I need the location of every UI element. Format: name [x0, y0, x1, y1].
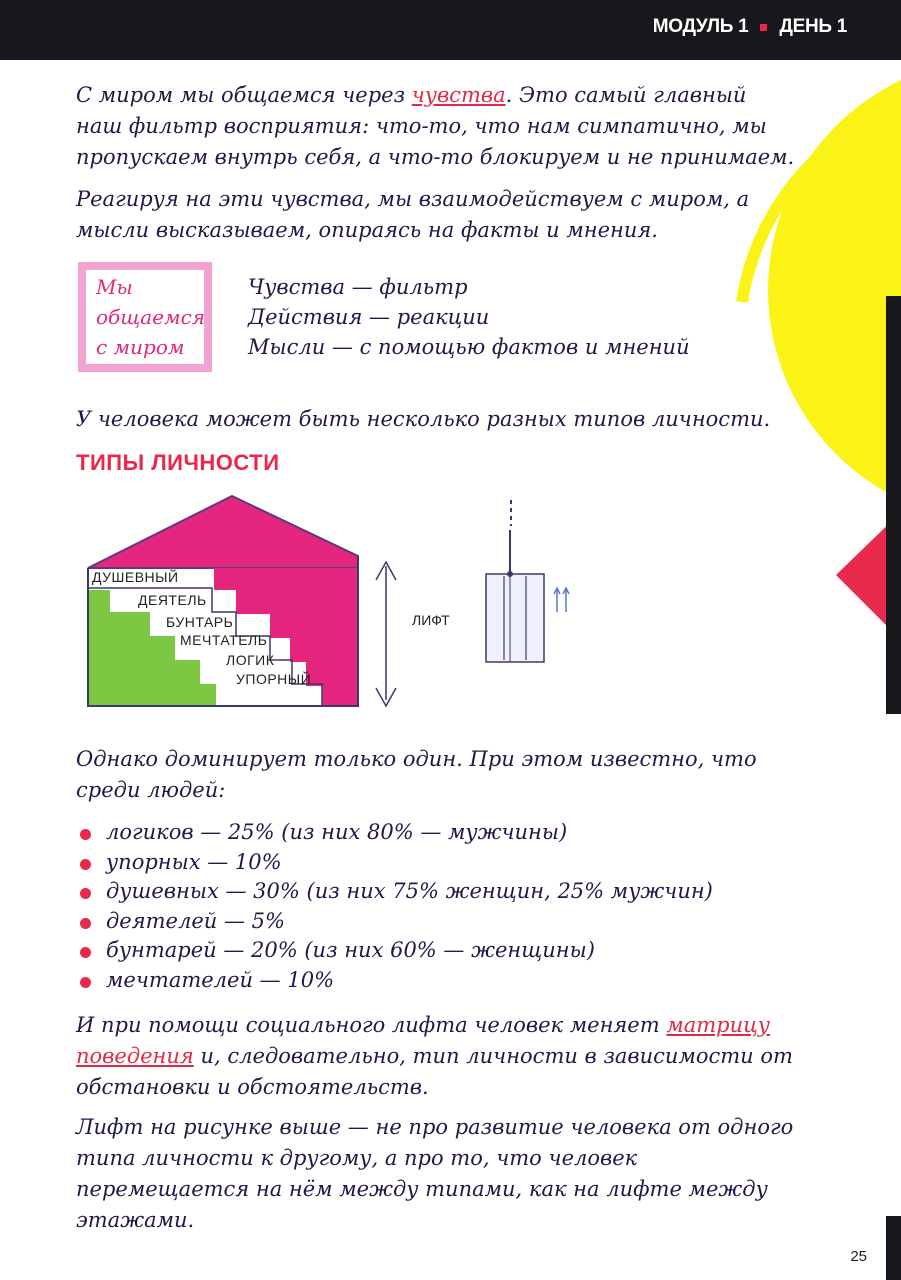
matrix-paragraph: [76, 1010, 796, 1103]
box-line-1: Мы: [96, 275, 133, 299]
day-label: ДЕНЬ 1: [779, 16, 847, 37]
stair-label-doer: ДЕЯТЕЛЬ: [138, 592, 207, 608]
matrix-highlight: матрицу поведения: [76, 1013, 770, 1068]
types-intro: У человека может быть несколько разных типов личности.: [76, 407, 771, 431]
stair-label-soulful: ДУШЕВНЫЙ: [92, 569, 179, 585]
intro-text-end: . Это самый главный наш фильтр восприятия: что-то, что нам симпатично, мы пропускаем внутрь себя, а что-то блокируем и не принимаем.: [76, 83, 795, 169]
house-roof: [88, 496, 358, 568]
list-item: логиков — 25% (из них 80% — мужчины): [80, 818, 713, 848]
channel-actions: Действия — реакции: [248, 305, 490, 329]
feelings-highlight: чувства: [411, 83, 506, 107]
page-number: 25: [850, 1248, 867, 1265]
stair-label-rebel: БУНТАРЬ: [166, 614, 234, 630]
box-line-2: общаемся: [96, 305, 206, 329]
stair-label-dreamer: МЕЧТАТЕЛЬ: [180, 632, 268, 648]
matrix-text-end: и, следовательно, тип личности в зависимости от обстановки и обстоятельств.: [76, 1044, 793, 1099]
matrix-text-start: И при помощи социального лифта человек меняет: [76, 1013, 667, 1037]
channel-feelings: Чувства — фильтр: [248, 275, 468, 299]
dominance-paragraph: Однако доминирует только один. При этом известно, что среди людей:: [76, 747, 757, 802]
list-item: душевных — 30% (из них 75% женщин, 25% мужчин): [80, 877, 713, 907]
channel-thoughts: Мысли — с помощью фактов и мнений: [248, 335, 690, 359]
list-item: мечтателей — 10%: [80, 966, 713, 996]
list-item: упорных — 10%: [80, 848, 713, 878]
list-item: бунтарей — 20% (из них 60% — женщины): [80, 936, 713, 966]
box-line-3: с миром: [96, 335, 185, 359]
elevator-hook: [507, 571, 513, 577]
lift-label: ЛИФТ: [412, 612, 450, 628]
stair-label-logician: ЛОГИК: [226, 652, 275, 668]
list-item: деятелей — 5%: [80, 907, 713, 937]
module-label: МОДУЛЬ 1: [652, 16, 749, 37]
lift-note-paragraph: Лифт на рисунке выше — не про развитие человека от одного типа личности к другому, а про то, что человек перемещается на нём между типами, как на лифте между этажами.: [76, 1115, 794, 1232]
personality-stats-list: [80, 818, 713, 995]
elevator-cabin: [486, 574, 544, 662]
intro-paragraph-2: Реагируя на эти чувства, мы взаимодействуем с миром, а мысли высказываем, опираясь на факты и мнения.: [76, 187, 750, 242]
intro-text-start: С миром мы общаемся через: [76, 83, 412, 107]
section-title: ТИПЫ ЛИЧНОСТИ: [76, 450, 280, 475]
stair-label-persistent: УПОРНЫЙ: [236, 671, 312, 687]
